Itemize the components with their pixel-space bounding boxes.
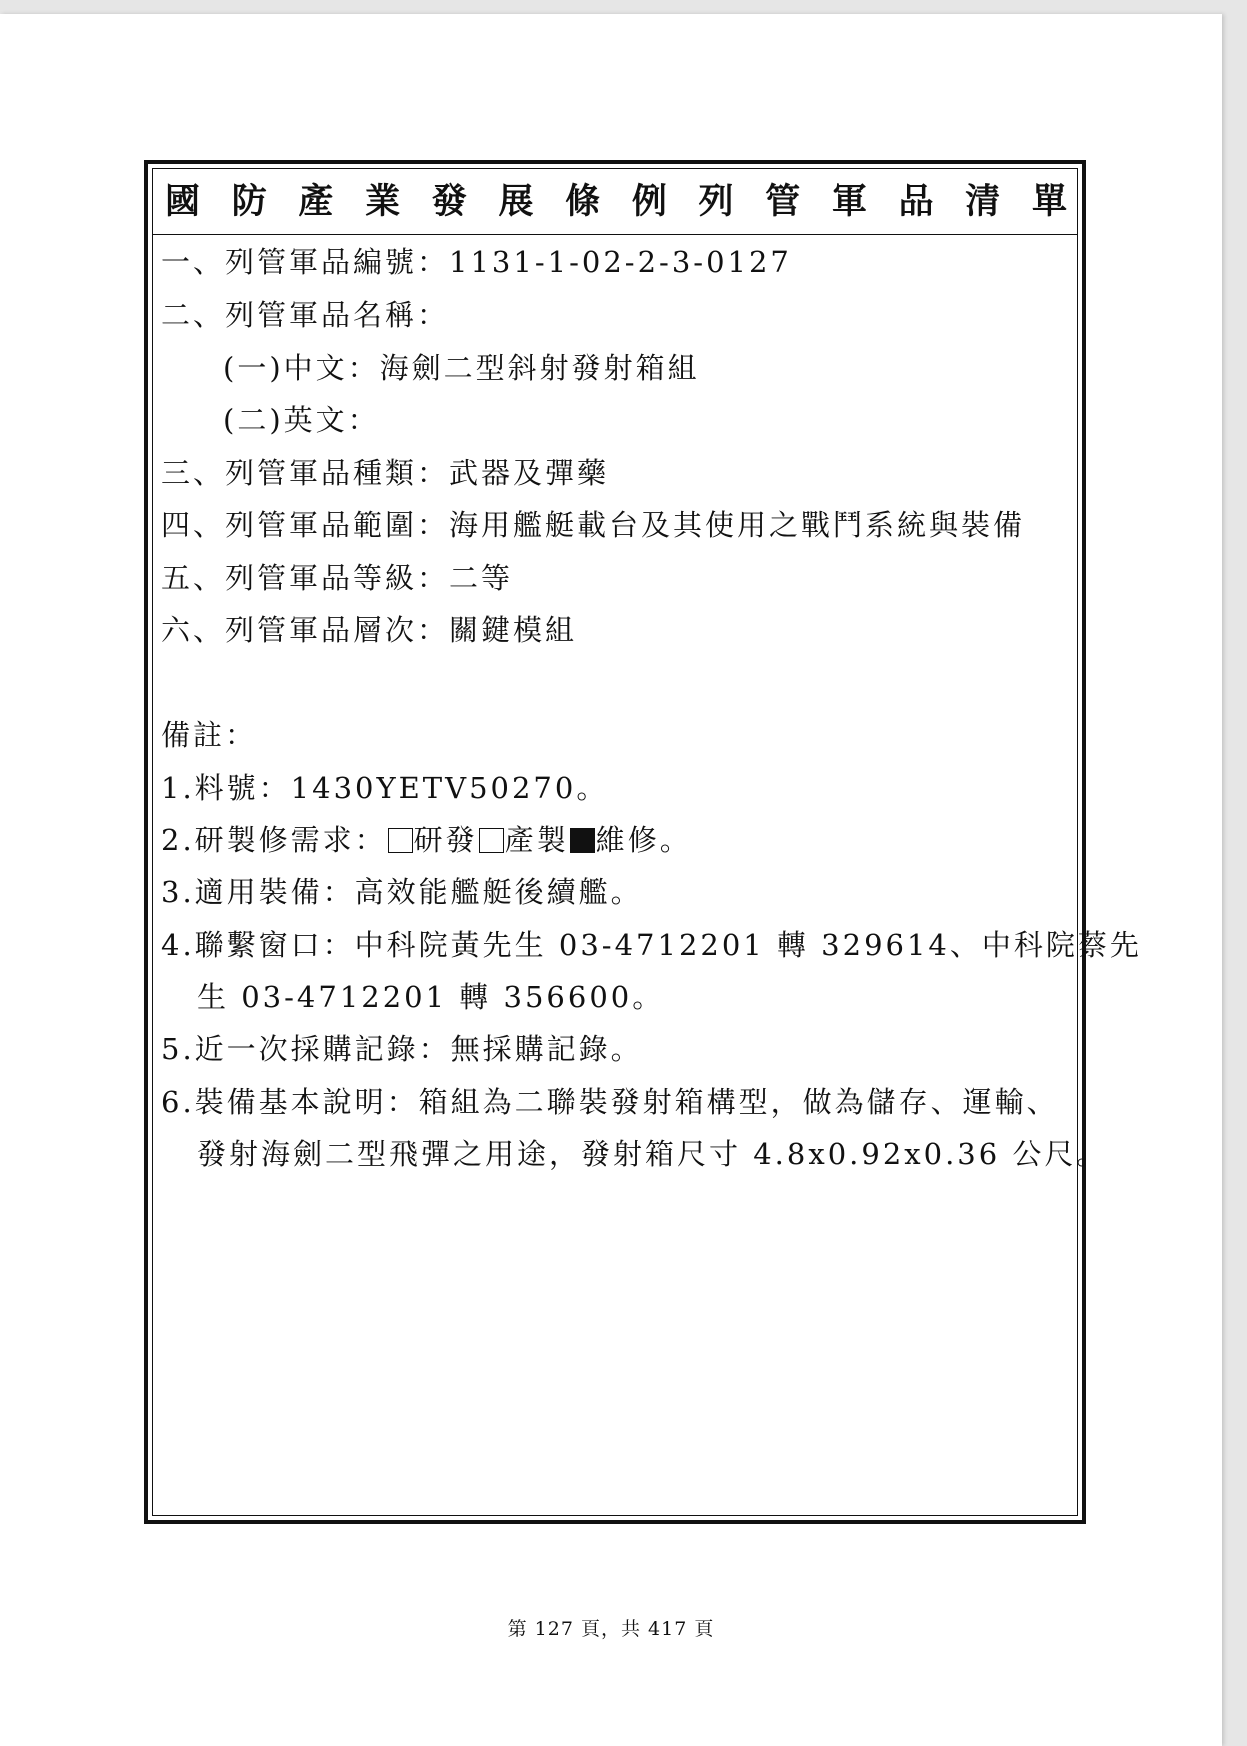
list-frame [144, 160, 1142, 1524]
note-procurement-record: 5.近一次採購記錄：無採購記錄。 [161, 1032, 643, 1066]
title-char: 例 [631, 181, 667, 222]
item-grade [161, 561, 513, 596]
item-number [161, 245, 792, 280]
item-level-label: 六、列管軍品層次： [161, 613, 450, 647]
item-scope [161, 508, 1025, 543]
title-char: 展 [498, 181, 534, 222]
checkbox-maintenance-label: 維修。 [595, 823, 692, 857]
note-description-line2: 發射海劍二型飛彈之用途，發射箱尺寸 4.8x0.92x0.36 公尺。 [197, 1137, 1109, 1171]
note-contact-line1: 4.聯繫窗口：中科院黃先生 03-4712201 轉 329614、中科院蔡先 [161, 928, 1142, 962]
title-char: 條 [565, 181, 601, 222]
item-category [161, 456, 609, 491]
item-level [161, 613, 577, 648]
note-part-number: 1.料號：1430YETV50270。 [161, 771, 609, 805]
list-frame-inner [152, 168, 1142, 1516]
checkbox-production [479, 828, 504, 853]
title-char: 軍 [831, 181, 867, 222]
document-page [0, 14, 1222, 1746]
title-char: 管 [765, 181, 801, 222]
item-grade-value: 二等 [449, 561, 514, 595]
checkbox-production-label: 產製 [504, 823, 569, 857]
checkbox-maintenance [570, 828, 595, 853]
item-scope-value: 海用艦艇載台及其使用之戰鬥系統與裝備 [449, 508, 1026, 542]
note-contact-line2: 生 03-4712201 轉 356600。 [197, 980, 665, 1014]
title-char: 單 [1031, 181, 1067, 222]
item-name-chinese [223, 351, 700, 386]
title-char: 防 [231, 181, 267, 222]
item-level-value: 關鍵模組 [449, 613, 578, 647]
item-number-value: 1131-1-02-2-3-0127 [449, 245, 792, 279]
note-description-line1: 6.裝備基本說明：箱組為二聯裝發射箱構型，做為儲存、運輸、 [161, 1085, 1059, 1119]
checkbox-research [388, 828, 413, 853]
note-applicable-equipment: 3.適用裝備：高效能艦艇後續艦。 [161, 875, 643, 909]
item-number-label: 一、列管軍品編號： [161, 245, 450, 279]
title-char: 列 [698, 181, 734, 222]
title-char: 國 [165, 181, 201, 222]
item-name [161, 298, 449, 333]
item-category-value: 武器及彈藥 [449, 456, 610, 490]
title-char: 業 [365, 181, 401, 222]
item-name-english-label: (二)英文： [223, 403, 380, 437]
item-grade-label: 五、列管軍品等級： [161, 561, 450, 595]
page-title [153, 169, 1077, 235]
item-name-chinese-value: 海劍二型斜射發射箱組 [379, 351, 700, 385]
notes-heading: 備註： [161, 718, 258, 752]
title-char: 清 [965, 181, 1001, 222]
item-scope-label: 四、列管軍品範圍： [161, 508, 450, 542]
note-requirement [161, 823, 692, 858]
title-char: 品 [898, 181, 934, 222]
note-requirement-label: 2.研製修需求： [161, 823, 387, 857]
item-category-label: 三、列管軍品種類： [161, 456, 450, 490]
item-name-chinese-label: (一)中文： [223, 351, 380, 385]
title-char: 產 [298, 181, 334, 222]
checkbox-research-label: 研發 [413, 823, 478, 857]
title-char: 發 [431, 181, 467, 222]
item-name-label: 二、列管軍品名稱： [161, 298, 450, 332]
item-name-english [223, 403, 380, 438]
page-number: 第 127 頁，共 417 頁 [507, 1618, 715, 1640]
